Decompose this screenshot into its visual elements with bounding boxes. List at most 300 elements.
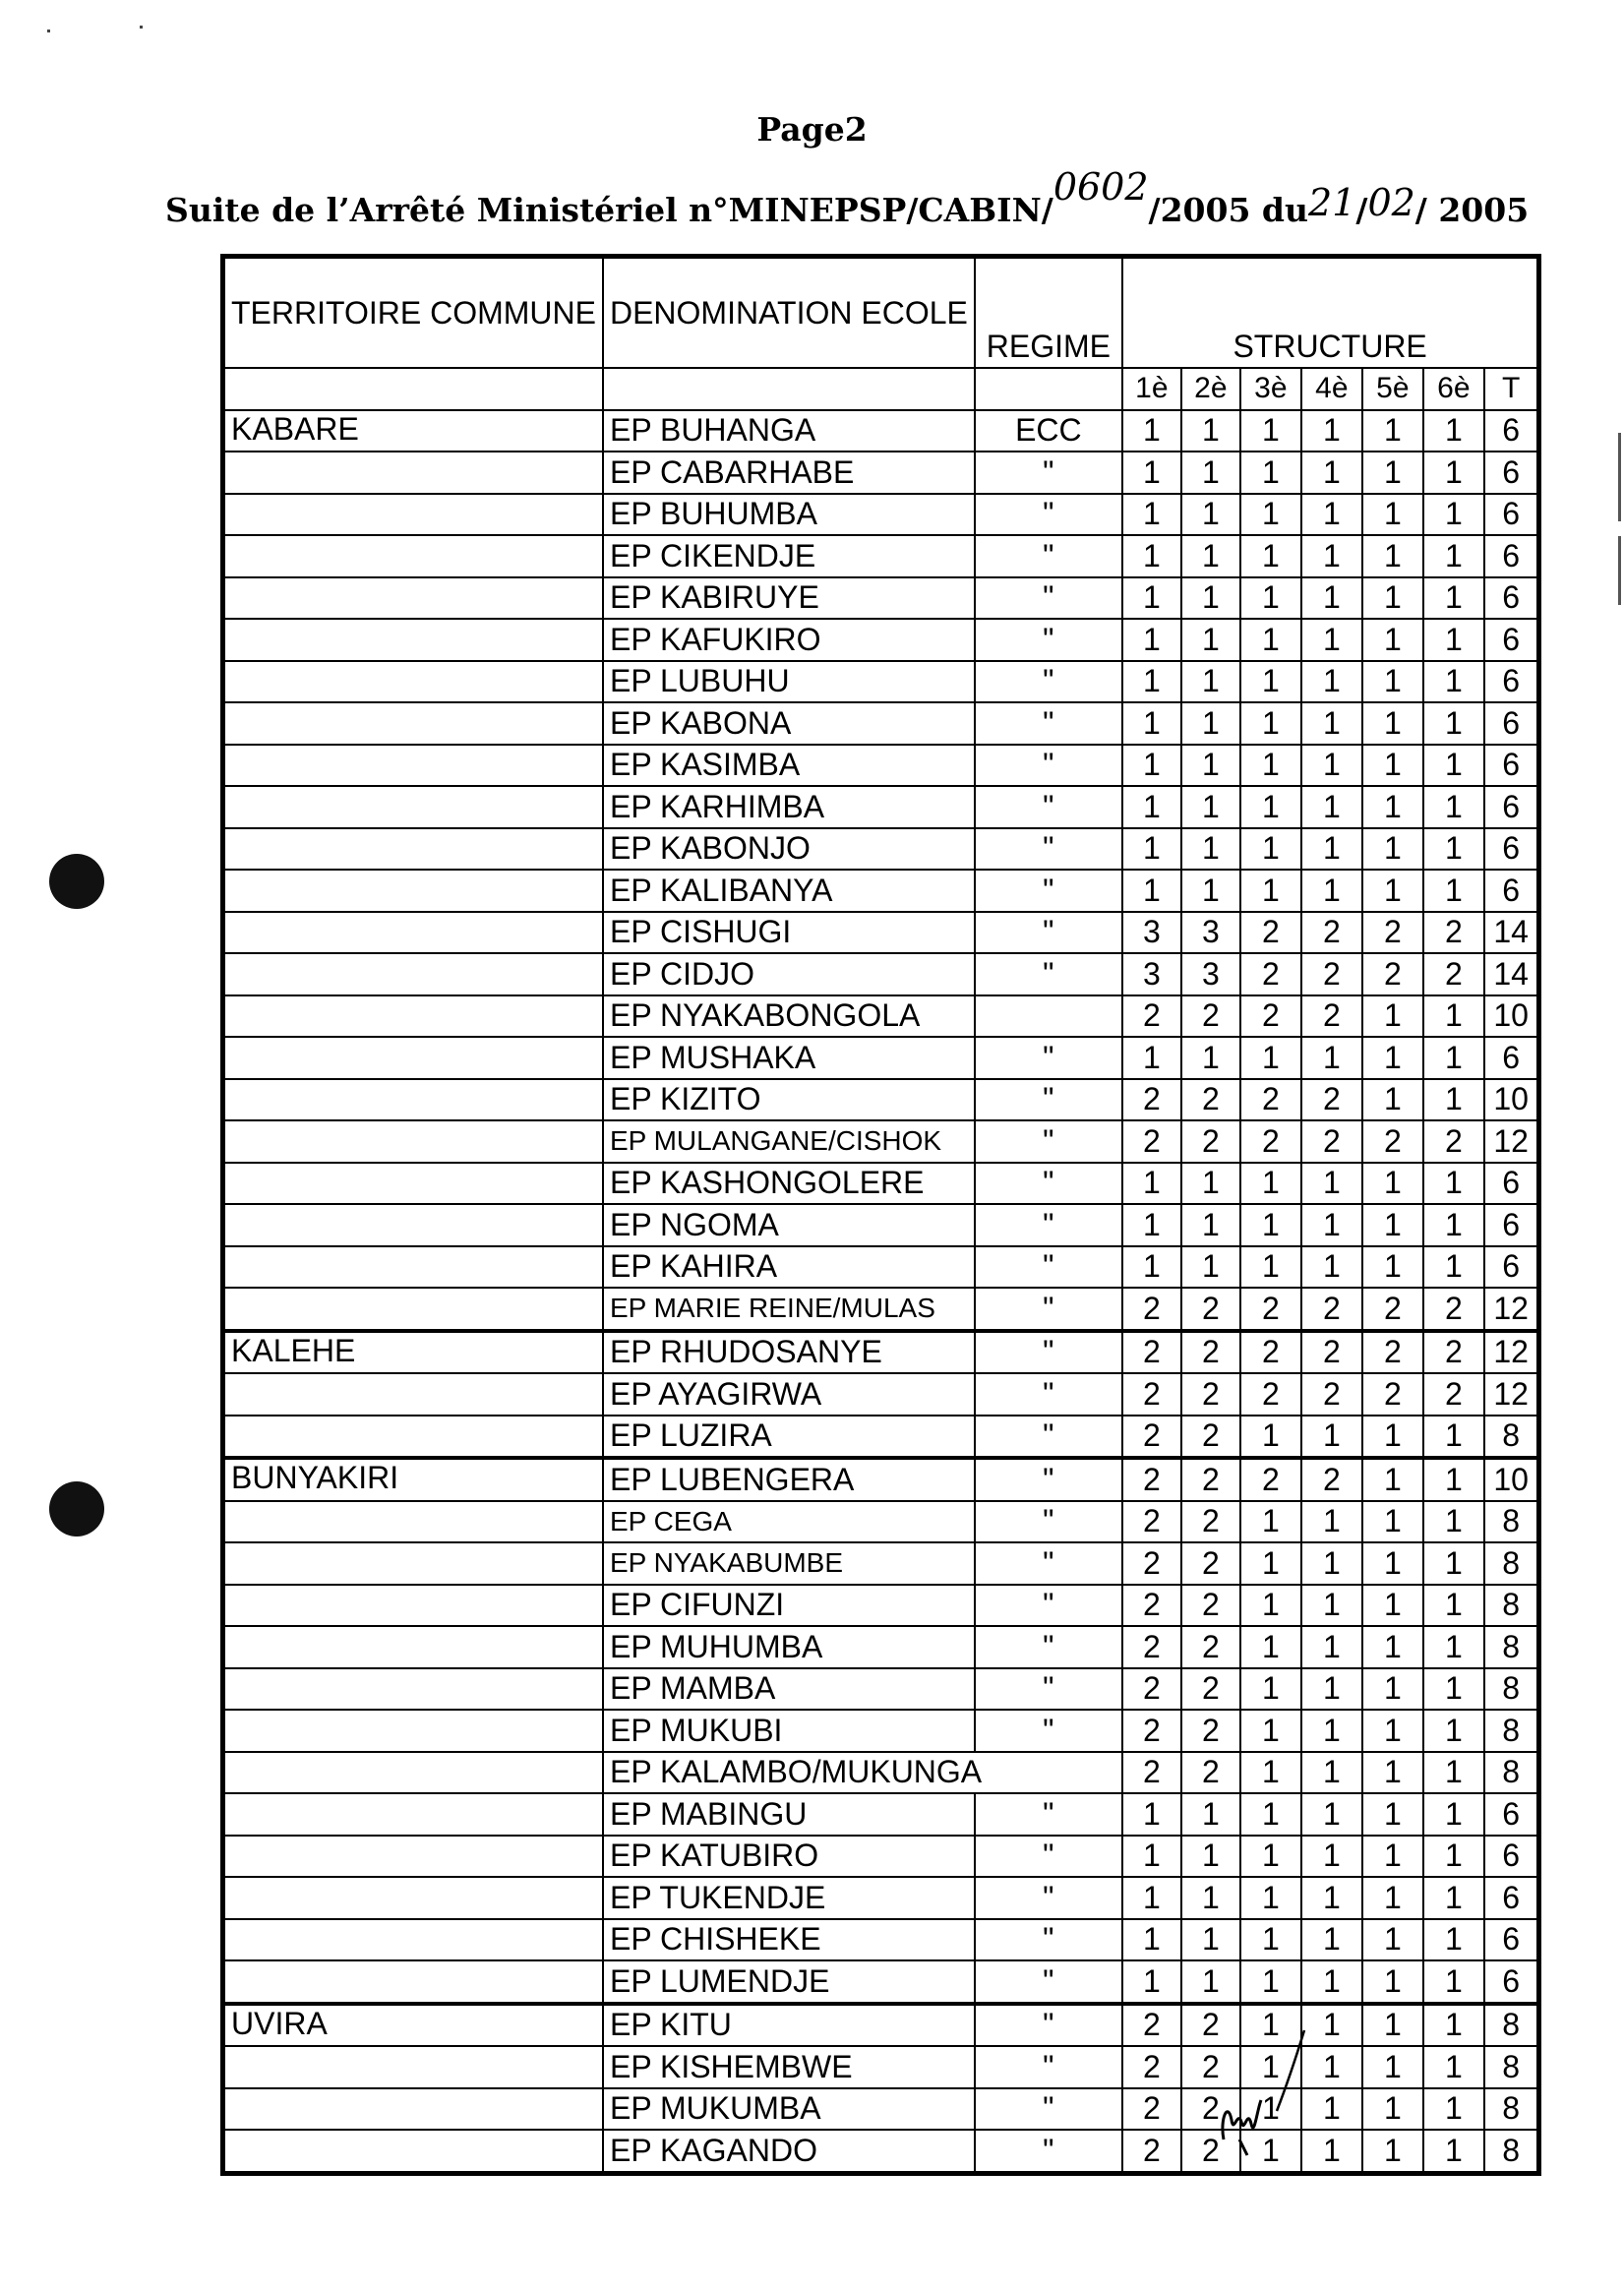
blank-header-cell [975, 368, 1122, 410]
territory-cell-empty [223, 870, 603, 912]
grade-count-cell: 2 [1301, 953, 1362, 995]
territory-cell-empty [223, 912, 603, 954]
grade-count-cell: 2 [1301, 1331, 1362, 1374]
grade-count-cell: 1 [1301, 2088, 1362, 2131]
territory-cell-empty [223, 1416, 603, 1459]
total-cell: 6 [1484, 1836, 1539, 1878]
grade-count-cell: 1 [1122, 1919, 1181, 1961]
regime-cell: " [975, 535, 1122, 577]
grade-count-cell: 1 [1423, 1416, 1484, 1459]
regime-cell: " [975, 1668, 1122, 1711]
school-name-cell: EP KASHONGOLERE [603, 1163, 975, 1205]
grade-count-cell: 1 [1181, 494, 1240, 536]
grade-count-cell: 1 [1301, 1204, 1362, 1246]
grade-count-cell: 2 [1240, 1079, 1301, 1121]
table-row [223, 1542, 1539, 1585]
grade-count-cell: 2 [1181, 1752, 1240, 1794]
school-name-cell: EP CISHUGI [603, 912, 975, 954]
grade-count-cell: 1 [1301, 1877, 1362, 1919]
grade-count-cell: 1 [1301, 1501, 1362, 1543]
regime-cell: " [975, 1288, 1122, 1331]
total-cell: 10 [1484, 1079, 1539, 1121]
school-name-cell: EP AYAGIRWA [603, 1373, 975, 1416]
grade-count-cell: 2 [1181, 2004, 1240, 2047]
grade-count-cell: 1 [1240, 2088, 1301, 2131]
grade-count-cell: 1 [1240, 2046, 1301, 2088]
total-cell: 8 [1484, 1752, 1539, 1794]
regime-cell: " [975, 1877, 1122, 1919]
total-cell: 6 [1484, 619, 1539, 661]
grade-count-cell: 2 [1181, 1542, 1240, 1585]
total-cell: 8 [1484, 2004, 1539, 2047]
regime-cell: " [975, 494, 1122, 536]
subtitle-mid: /2005 du [1148, 191, 1309, 229]
page-title: Page2 [756, 110, 868, 149]
regime-cell: " [975, 828, 1122, 871]
school-name-cell: EP CABARHABE [603, 452, 975, 494]
table-row [223, 2088, 1539, 2131]
regime-cell: " [975, 1919, 1122, 1961]
regime-cell: " [975, 661, 1122, 703]
territory-cell-empty [223, 619, 603, 661]
grade-count-cell: 1 [1181, 1163, 1240, 1205]
grade-count-cell: 1 [1181, 1919, 1240, 1961]
total-cell: 6 [1484, 1037, 1539, 1079]
total-cell: 8 [1484, 2046, 1539, 2088]
territory-cell: UVIRA [223, 2004, 603, 2047]
total-cell: 6 [1484, 1877, 1539, 1919]
grade-count-cell: 1 [1181, 1037, 1240, 1079]
grade-count-cell: 1 [1301, 619, 1362, 661]
regime-cell: " [975, 1331, 1122, 1374]
school-name-cell: EP LUZIRA [603, 1416, 975, 1459]
grade-count-cell: 2 [1181, 1416, 1240, 1459]
grade-count-cell: 1 [1423, 2046, 1484, 2088]
territory-cell-empty [223, 661, 603, 703]
regime-cell: " [975, 1373, 1122, 1416]
grade-count-cell: 1 [1362, 1416, 1423, 1459]
grade-count-cell: 1 [1122, 870, 1181, 912]
table-row [223, 1373, 1539, 1416]
school-name-cell: EP BUHANGA [603, 410, 975, 452]
school-name-cell: EP KAFUKIRO [603, 619, 975, 661]
grade-count-cell: 2 [1181, 1626, 1240, 1668]
grade-count-cell: 1 [1423, 1919, 1484, 1961]
total-cell: 6 [1484, 535, 1539, 577]
grade-count-cell: 1 [1362, 1710, 1423, 1752]
table-row [223, 410, 1539, 452]
total-cell: 6 [1484, 577, 1539, 620]
grade-count-cell: 1 [1362, 745, 1423, 787]
territory-cell-empty [223, 1626, 603, 1668]
regime-cell: " [975, 745, 1122, 787]
grade-count-cell: 1 [1362, 1458, 1423, 1501]
total-cell: 14 [1484, 953, 1539, 995]
grade-count-cell: 1 [1240, 661, 1301, 703]
grade-count-cell: 1 [1423, 745, 1484, 787]
grade-count-cell: 2 [1122, 1710, 1181, 1752]
territory-cell-empty [223, 1960, 603, 2004]
territory-cell-empty [223, 1585, 603, 1627]
regime-cell: " [975, 1501, 1122, 1543]
scan-speck [47, 30, 50, 32]
grade-count-cell: 1 [1423, 619, 1484, 661]
total-cell: 6 [1484, 702, 1539, 745]
table-row [223, 1120, 1539, 1163]
grade-count-cell: 1 [1423, 1037, 1484, 1079]
grade-count-cell: 2 [1423, 912, 1484, 954]
territory-cell-empty [223, 1877, 603, 1919]
grade-count-cell: 1 [1181, 1204, 1240, 1246]
grade-count-cell: 1 [1423, 995, 1484, 1038]
total-cell: 8 [1484, 2088, 1539, 2131]
grade-count-cell: 2 [1362, 1331, 1423, 1374]
grade-count-cell: 1 [1362, 1079, 1423, 1121]
blank-header-cell [603, 368, 975, 410]
grade-count-cell: 1 [1240, 1668, 1301, 1711]
territory-cell-empty [223, 786, 603, 828]
table-row [223, 1331, 1539, 1374]
table-row [223, 1163, 1539, 1205]
grade-count-cell: 1 [1240, 1416, 1301, 1459]
grade-count-cell: 2 [1362, 1373, 1423, 1416]
grade-header: 3è [1240, 368, 1301, 410]
grade-count-cell: 2 [1240, 1458, 1301, 1501]
grade-count-cell: 1 [1362, 702, 1423, 745]
territory-cell-empty [223, 1501, 603, 1543]
school-name-cell: EP KABONA [603, 702, 975, 745]
scan-edge-mark [1618, 433, 1621, 521]
school-name-cell: EP NYAKABUMBE [603, 1542, 975, 1585]
grade-count-cell: 1 [1362, 786, 1423, 828]
table-row [223, 2004, 1539, 2047]
territory-cell-empty [223, 702, 603, 745]
table-row [223, 786, 1539, 828]
grade-count-cell: 1 [1423, 702, 1484, 745]
territory-cell: KALEHE [223, 1331, 603, 1374]
grade-count-cell: 2 [1362, 1288, 1423, 1331]
territory-cell-empty [223, 1246, 603, 1289]
grade-count-cell: 2 [1181, 1585, 1240, 1627]
grade-count-cell: 1 [1423, 828, 1484, 871]
grade-count-cell: 1 [1423, 1836, 1484, 1878]
table-row [223, 1416, 1539, 1459]
grade-count-cell: 1 [1240, 1542, 1301, 1585]
grade-count-cell: 2 [1301, 912, 1362, 954]
grade-count-cell: 1 [1240, 828, 1301, 871]
regime-cell: " [975, 1542, 1122, 1585]
col-structure-header: STRUCTURE [1122, 257, 1539, 369]
territory-cell: BUNYAKIRI [223, 1458, 603, 1501]
total-cell: 6 [1484, 786, 1539, 828]
table-row [223, 745, 1539, 787]
territory-cell-empty [223, 1079, 603, 1121]
regime-cell: " [975, 1710, 1122, 1752]
school-name-cell: EP KABONJO [603, 828, 975, 871]
territory-cell-empty [223, 1120, 603, 1163]
subtitle-prefix: Suite de l’Arrêté Ministériel n°MINEPSP/CABIN/ [165, 191, 1053, 229]
table-row [223, 494, 1539, 536]
grade-count-cell: 1 [1362, 577, 1423, 620]
grade-count-cell: 1 [1181, 870, 1240, 912]
table-row [223, 2130, 1539, 2173]
grade-count-cell: 1 [1240, 1877, 1301, 1919]
regime-cell: " [975, 2046, 1122, 2088]
grade-count-cell: 1 [1240, 1710, 1301, 1752]
table-row [223, 1752, 1539, 1794]
total-cell: 6 [1484, 828, 1539, 871]
total-cell: 12 [1484, 1288, 1539, 1331]
grade-count-cell: 1 [1181, 1877, 1240, 1919]
grade-count-cell: 1 [1240, 494, 1301, 536]
grade-count-cell: 1 [1181, 452, 1240, 494]
school-name-cell: EP CEGA [603, 1501, 975, 1543]
grade-count-cell: 1 [1181, 745, 1240, 787]
grade-count-cell: 1 [1423, 2130, 1484, 2173]
grade-count-cell: 1 [1181, 535, 1240, 577]
grade-count-cell: 2 [1181, 1668, 1240, 1711]
territory-cell-empty [223, 1204, 603, 1246]
grade-count-cell: 2 [1122, 2130, 1181, 2173]
regime-cell: " [975, 1163, 1122, 1205]
territory-cell-empty [223, 995, 603, 1038]
initials-signature [1218, 2080, 1267, 2159]
grade-count-cell: 1 [1362, 1626, 1423, 1668]
grade-count-cell: 1 [1240, 1960, 1301, 2004]
handwritten-day: 21 [1308, 181, 1356, 224]
grade-count-cell: 1 [1362, 1542, 1423, 1585]
grade-header: 2è [1181, 368, 1240, 410]
regime-cell: " [975, 1626, 1122, 1668]
territory-cell-empty [223, 535, 603, 577]
territory-cell-empty [223, 2088, 603, 2131]
grade-count-cell: 1 [1423, 452, 1484, 494]
grade-count-cell: 2 [1301, 1288, 1362, 1331]
grade-count-cell: 1 [1240, 786, 1301, 828]
scan-edge-mark [1618, 536, 1621, 605]
total-cell: 14 [1484, 912, 1539, 954]
territory-cell-empty [223, 452, 603, 494]
territory-cell-empty [223, 745, 603, 787]
table-row [223, 452, 1539, 494]
grade-count-cell: 1 [1423, 1163, 1484, 1205]
grade-count-cell: 1 [1301, 1710, 1362, 1752]
scan-speck [140, 26, 143, 29]
table-row [223, 953, 1539, 995]
total-cell: 8 [1484, 1501, 1539, 1543]
grade-count-cell: 1 [1362, 870, 1423, 912]
territory-cell-empty [223, 1288, 603, 1331]
grade-count-cell: 2 [1122, 1668, 1181, 1711]
school-name-cell: EP NYAKABONGOLA [603, 995, 975, 1038]
grade-count-cell: 2 [1301, 995, 1362, 1038]
grade-count-cell: 2 [1240, 953, 1301, 995]
school-name-cell: EP KATUBIRO [603, 1836, 975, 1878]
grade-count-cell: 1 [1240, 2130, 1301, 2173]
grade-count-cell: 1 [1240, 1836, 1301, 1878]
grade-count-cell: 1 [1122, 828, 1181, 871]
regime-cell: " [975, 1585, 1122, 1627]
grade-header: 1è [1122, 368, 1181, 410]
regime-cell: " [975, 619, 1122, 661]
territory-cell: KABARE [223, 410, 603, 452]
total-cell: 6 [1484, 494, 1539, 536]
territory-cell-empty [223, 1668, 603, 1711]
total-cell: 10 [1484, 995, 1539, 1038]
table-row [223, 1079, 1539, 1121]
regime-cell: " [975, 2088, 1122, 2131]
grade-count-cell: 1 [1122, 1836, 1181, 1878]
grade-count-cell: 2 [1240, 1120, 1301, 1163]
grade-count-cell: 1 [1122, 1204, 1181, 1246]
handwritten-month: 02 [1367, 181, 1415, 224]
date-separator: / [1355, 191, 1368, 229]
grade-count-cell: 2 [1181, 1288, 1240, 1331]
school-name-cell: EP KAHIRA [603, 1246, 975, 1289]
table-row [223, 619, 1539, 661]
school-name-cell: EP KITU [603, 2004, 975, 2047]
total-cell: 6 [1484, 745, 1539, 787]
total-cell: 8 [1484, 2130, 1539, 2173]
grade-count-cell: 2 [1122, 995, 1181, 1038]
school-name-cell: EP MUKUBI [603, 1710, 975, 1752]
total-cell: 6 [1484, 1204, 1539, 1246]
grade-count-cell: 1 [1362, 1204, 1423, 1246]
grade-count-cell: 2 [1423, 1373, 1484, 1416]
grade-count-cell: 2 [1122, 1542, 1181, 1585]
grade-count-cell: 1 [1423, 870, 1484, 912]
grade-count-cell: 1 [1362, 1246, 1423, 1289]
regime-cell: " [975, 1204, 1122, 1246]
regime-cell: " [975, 1960, 1122, 2004]
grade-count-cell: 1 [1362, 2088, 1423, 2131]
grade-count-cell: 1 [1240, 1037, 1301, 1079]
grade-count-cell: 1 [1240, 1752, 1301, 1794]
grade-count-cell: 1 [1122, 661, 1181, 703]
grade-count-cell: 1 [1240, 1204, 1301, 1246]
total-cell: 6 [1484, 1793, 1539, 1836]
grade-count-cell: 2 [1362, 912, 1423, 954]
blank-header-cell [223, 368, 603, 410]
grade-count-cell: 1 [1240, 2004, 1301, 2047]
grade-count-cell: 2 [1122, 2088, 1181, 2131]
grade-count-cell: 1 [1301, 1668, 1362, 1711]
grade-count-cell: 1 [1301, 1836, 1362, 1878]
grade-count-cell: 2 [1240, 995, 1301, 1038]
table-row [223, 828, 1539, 871]
grade-count-cell: 1 [1362, 494, 1423, 536]
grade-count-cell: 2 [1181, 1501, 1240, 1543]
punch-hole-bottom [49, 1481, 104, 1537]
grade-count-cell: 1 [1362, 1585, 1423, 1627]
grade-count-cell: 2 [1181, 995, 1240, 1038]
regime-cell: " [975, 1458, 1122, 1501]
grade-count-cell: 2 [1181, 2046, 1240, 2088]
grade-count-cell: 2 [1301, 1373, 1362, 1416]
table-row [223, 1877, 1539, 1919]
grade-count-cell: 1 [1301, 661, 1362, 703]
school-name-cell: EP TUKENDJE [603, 1877, 975, 1919]
table-row [223, 2046, 1539, 2088]
grade-count-cell: 1 [1301, 702, 1362, 745]
grade-count-cell: 1 [1301, 870, 1362, 912]
grade-count-cell: 1 [1423, 1668, 1484, 1711]
grade-count-cell: 1 [1301, 1163, 1362, 1205]
grade-count-cell: 1 [1122, 410, 1181, 452]
grade-header: 6è [1423, 368, 1484, 410]
total-cell: 8 [1484, 1626, 1539, 1668]
grade-count-cell: 1 [1423, 410, 1484, 452]
table-row [223, 1204, 1539, 1246]
table-row [223, 1836, 1539, 1878]
regime-cell: " [975, 2004, 1122, 2047]
school-name-cell: EP KASIMBA [603, 745, 975, 787]
school-name-cell: EP MARIE REINE/MULAS [603, 1288, 975, 1331]
grade-count-cell: 1 [1423, 661, 1484, 703]
regime-cell: " [975, 1836, 1122, 1878]
grade-count-cell: 1 [1301, 1626, 1362, 1668]
regime-cell: " [975, 2130, 1122, 2173]
territory-cell-empty [223, 1037, 603, 1079]
grade-count-cell: 1 [1301, 1037, 1362, 1079]
regime-cell: " [975, 452, 1122, 494]
school-name-cell: EP NGOMA [603, 1204, 975, 1246]
grade-count-cell: 1 [1423, 2004, 1484, 2047]
grade-count-cell: 1 [1301, 577, 1362, 620]
total-cell: 6 [1484, 452, 1539, 494]
grade-count-cell: 1 [1301, 786, 1362, 828]
schools-table [220, 254, 1541, 2176]
regime-cell: " [975, 870, 1122, 912]
school-name-cell: EP KALAMBO/MUKUNGA [603, 1752, 1122, 1794]
grade-count-cell: 1 [1181, 661, 1240, 703]
regime-cell: " [975, 953, 1122, 995]
table-row [223, 702, 1539, 745]
grade-count-cell: 1 [1240, 410, 1301, 452]
table-row [223, 995, 1539, 1038]
grade-count-cell: 2 [1181, 1331, 1240, 1374]
grade-count-cell: 1 [1362, 1836, 1423, 1878]
grade-count-cell: 2 [1423, 1120, 1484, 1163]
grade-header: 5è [1362, 368, 1423, 410]
grade-count-cell: 1 [1240, 1246, 1301, 1289]
col-territory-header: TERRITOIRE COMMUNE [223, 257, 603, 369]
school-name-cell: EP MUKUMBA [603, 2088, 975, 2131]
grade-count-cell: 3 [1122, 953, 1181, 995]
grade-count-cell: 1 [1122, 1037, 1181, 1079]
grade-count-cell: 1 [1240, 1793, 1301, 1836]
grade-count-cell: 2 [1122, 1373, 1181, 1416]
grade-count-cell: 1 [1423, 1079, 1484, 1121]
grade-count-cell: 1 [1301, 535, 1362, 577]
school-name-cell: EP MAMBA [603, 1668, 975, 1711]
grade-count-cell: 1 [1122, 1246, 1181, 1289]
grade-count-cell: 2 [1181, 1120, 1240, 1163]
col-regime-header: REGIME [975, 257, 1122, 369]
table-row [223, 1288, 1539, 1331]
regime-cell: " [975, 912, 1122, 954]
regime-cell [975, 995, 1122, 1038]
school-name-cell: EP KAGANDO [603, 2130, 975, 2173]
school-name-cell: EP CIDJO [603, 953, 975, 995]
table-row [223, 661, 1539, 703]
school-name-cell: EP KALIBANYA [603, 870, 975, 912]
grade-count-cell: 1 [1362, 661, 1423, 703]
grade-count-cell: 1 [1423, 2088, 1484, 2131]
regime-cell: " [975, 786, 1122, 828]
grade-count-cell: 1 [1301, 1542, 1362, 1585]
territory-cell-empty [223, 1793, 603, 1836]
